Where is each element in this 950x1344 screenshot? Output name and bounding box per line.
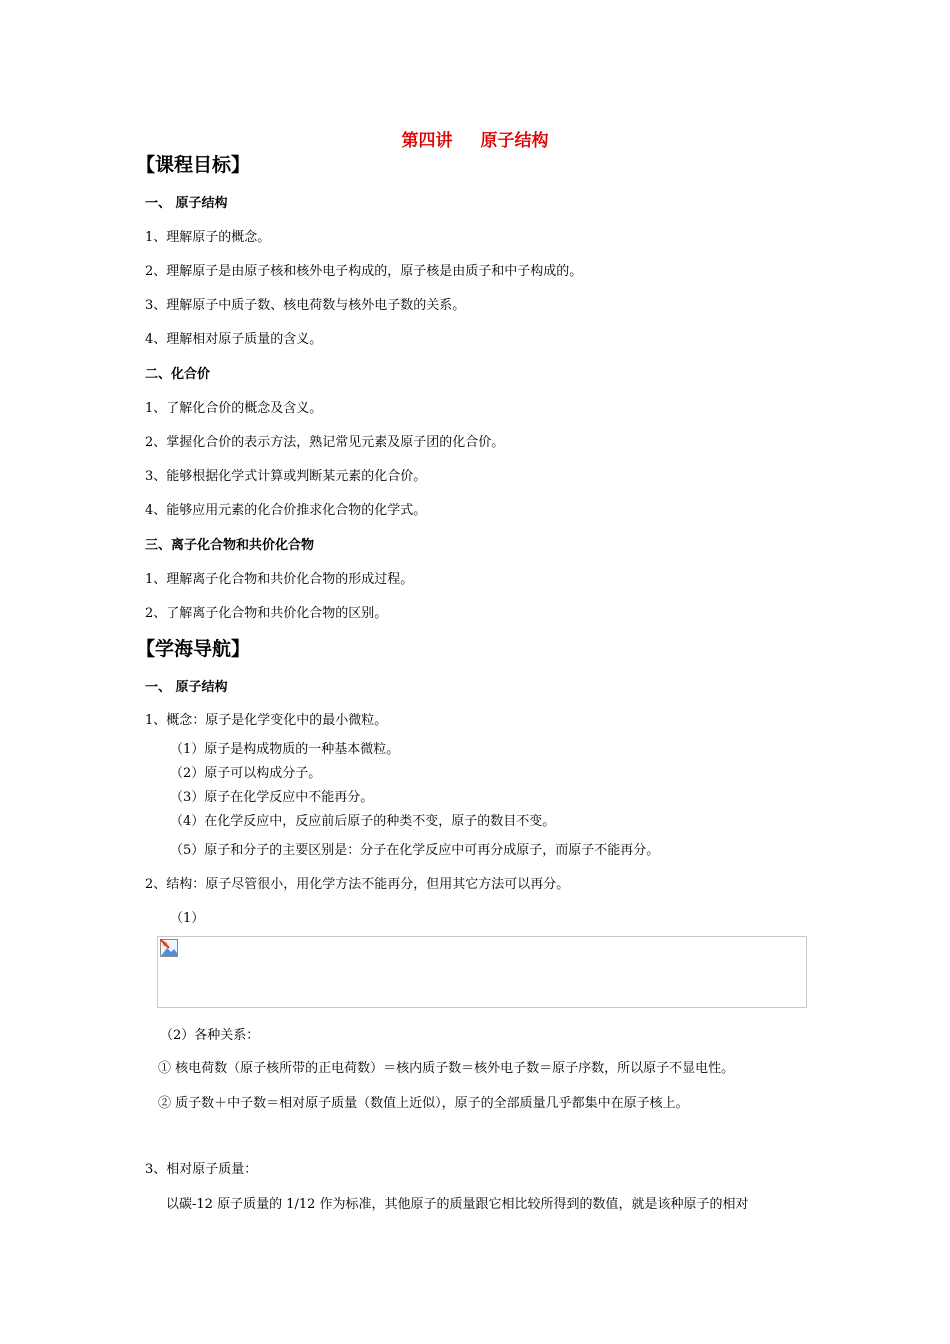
relation-item: ① 核电荷数（原子核所带的正电荷数）＝核内质子数＝核外电子数＝原子序数，所以原子不显电性。 xyxy=(158,1061,735,1076)
section-study-guide: 【学海导航】 xyxy=(136,638,251,660)
structure-sub-2: （2）各种关系： xyxy=(160,1028,260,1043)
title-topic: 原子结构 xyxy=(480,131,549,151)
goal-item: 1、了解化合价的概念及含义。 xyxy=(145,401,323,416)
concept-item: （4）在化学反应中，反应前后原子的种类不变，原子的数目不变。 xyxy=(170,814,556,829)
section-course-goals: 【课程目标】 xyxy=(136,154,251,176)
image-placeholder xyxy=(157,936,807,1008)
guide-heading-atom-structure: 一、 原子结构 xyxy=(145,680,228,695)
goal-item: 3、理解原子中质子数、核电荷数与核外电子数的关系。 xyxy=(145,298,466,313)
goal-item: 2、了解离子化合物和共价化合物的区别。 xyxy=(145,606,388,621)
goal-item: 3、能够根据化学式计算或判断某元素的化合价。 xyxy=(145,469,427,484)
concept-item: （5）原子和分子的主要区别是：分子在化学反应中可再分成原子，而原子不能再分。 xyxy=(170,843,660,858)
broken-image-icon xyxy=(160,939,178,957)
goal-item: 4、理解相对原子质量的含义。 xyxy=(145,332,323,347)
relation-item: ② 质子数＋中子数＝相对原子质量（数值上近似），原子的全部质量几乎都集中在原子核上。 xyxy=(158,1096,689,1111)
structure-sub-1: （1） xyxy=(170,911,205,926)
goal-item: 1、理解离子化合物和共价化合物的形成过程。 xyxy=(145,572,414,587)
concept-item: （3）原子在化学反应中不能再分。 xyxy=(170,790,374,805)
guide-structure: 2、结构：原子尽管很小，用化学方法不能再分，但用其它方法可以再分。 xyxy=(145,877,570,892)
goal-item: 1、理解原子的概念。 xyxy=(145,230,271,245)
concept-item: （2）原子可以构成分子。 xyxy=(170,766,322,781)
guide-concept: 1、概念：原子是化学变化中的最小微粒。 xyxy=(145,713,388,728)
guide-relative-mass: 3、相对原子质量： xyxy=(145,1162,258,1177)
goal-item: 2、掌握化合价的表示方法，熟记常见元素及原子团的化合价。 xyxy=(145,435,505,450)
concept-item: （1）原子是构成物质的一种基本微粒。 xyxy=(170,742,400,757)
goal-item: 4、能够应用元素的化合价推求化合物的化学式。 xyxy=(145,503,427,518)
goal-heading-compounds: 三、离子化合物和共价化合物 xyxy=(145,538,315,553)
page-title xyxy=(0,126,950,151)
goal-heading-atom-structure: 一、 原子结构 xyxy=(145,196,228,211)
goal-item: 2、理解原子是由原子核和核外电子构成的，原子核是由质子和中子构成的。 xyxy=(145,264,583,279)
relative-mass-text: 以碳-12 原子质量的 1/12 作为标准，其他原子的质量跟它相比较所得到的数值，就是该种原子的相对 xyxy=(166,1197,749,1212)
title-lecture-number: 第四讲 xyxy=(401,131,453,151)
goal-heading-valence: 二、化合价 xyxy=(145,367,211,382)
